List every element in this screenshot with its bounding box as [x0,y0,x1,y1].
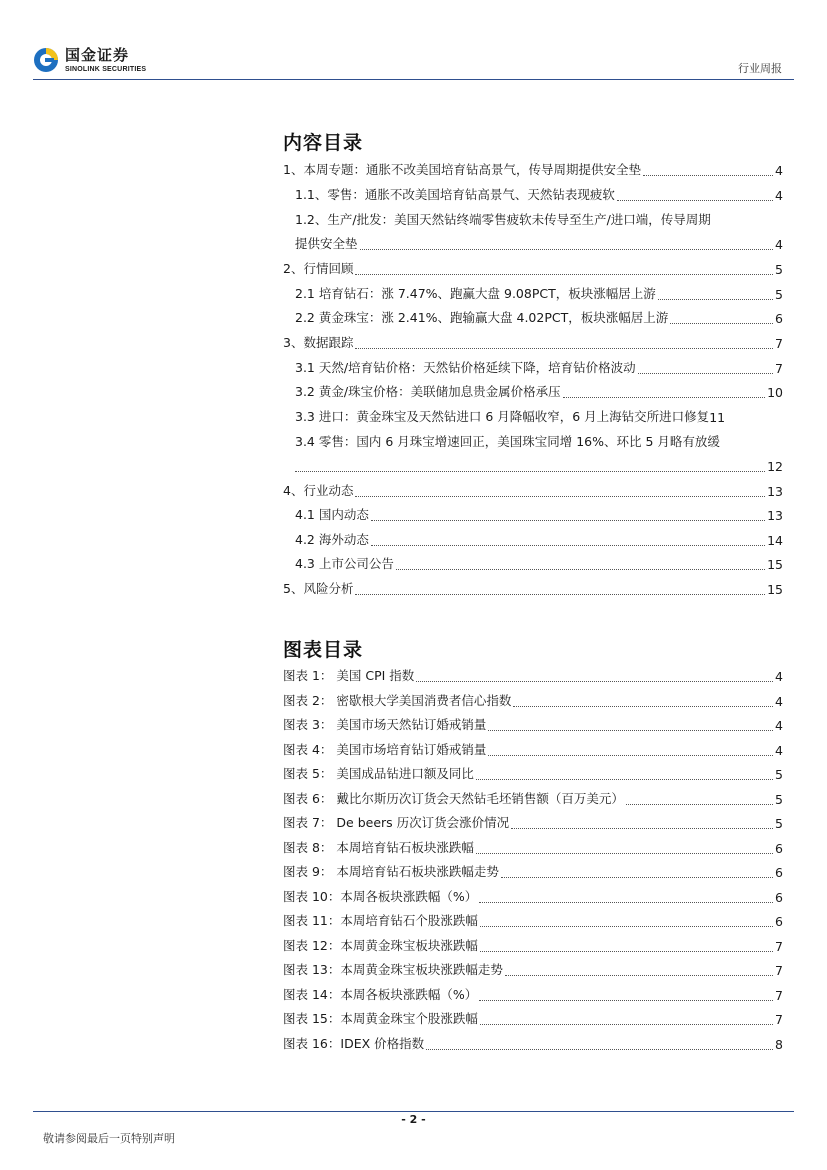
toc-entry[interactable]: 1.1、零售：通胀不改美国培育钻高景气、天然钻表现疲软 4 [295,187,783,203]
toc-title: 内容目录 [283,132,364,154]
figures-title: 图表目录 [283,639,364,661]
figure-entry[interactable]: 图表 7： De beers 历次订货会涨价情况 5 [283,815,783,831]
toc-entry[interactable]: 1、本周专题：通胀不改美国培育钻高景气，传导周期提供安全垫 4 [283,162,783,178]
document-type: 行业周报 [738,62,782,75]
toc-entry[interactable]: 2.2 黄金珠宝：涨 2.41%、跑输赢大盘 4.02PCT，板块涨幅居上游 6 [295,310,783,326]
footer-divider [33,1111,794,1112]
page-header [0,0,827,82]
logo-mark-icon [33,47,59,73]
toc-entry[interactable]: 2.1 培育钻石：涨 7.47%、跑赢大盘 9.08PCT，板块涨幅居上游 5 [295,286,783,302]
figure-entry[interactable]: 图表 2： 密歇根大学美国消费者信心指数 4 [283,692,783,709]
figure-entry[interactable]: 图表 12：本周黄金珠宝板块涨跌幅 7 [283,937,783,954]
company-logo [33,47,146,73]
figure-entry[interactable]: 图表 4： 美国市场培育钻订婚戒销量 4 [283,741,783,758]
disclaimer-note: 敬请参阅最后一页特别声明 [43,1132,175,1145]
logo-name-cn: 国金证券 [65,45,130,64]
figure-entry[interactable]: 图表 6： 戴比尔斯历次订货会天然钻毛坯销售额（百万美元） 5 [283,790,783,807]
toc-entry[interactable]: 3.2 黄金/珠宝价格：美联储加息贵金属价格承压 10 [295,384,783,400]
figure-entry[interactable]: 图表 10：本周各板块涨跌幅（%） 6 [283,888,783,905]
page-number: - 2 - [401,1113,426,1126]
figure-entry[interactable]: 图表 13：本周黄金珠宝板块涨跌幅走势 7 [283,962,783,978]
figure-entry[interactable]: 图表 5： 美国成品钻进口额及同比 5 [283,766,783,782]
figure-entry[interactable]: 图表 3： 美国市场天然钻订婚戒销量 4 [283,717,783,733]
figure-entry[interactable]: 图表 14：本周各板块涨跌幅（%） 7 [283,986,783,1003]
toc-entry[interactable]: 4.2 海外动态 14 [295,532,783,548]
toc-entry-continued[interactable]: 12 [295,456,783,474]
figure-entry[interactable]: 图表 15：本周黄金珠宝个股涨跌幅 7 [283,1011,783,1027]
figure-entry[interactable]: 图表 16：IDEX 价格指数 8 [283,1035,783,1052]
toc-entry[interactable]: 5、风险分析 15 [283,581,783,597]
toc-entry[interactable]: 3.3 进口：黄金珠宝及天然钻进口 6 月降幅收窄，6 月上海钻交所进口修复 11 [295,409,726,425]
figure-entry[interactable]: 图表 11：本周培育钻石个股涨跌幅 6 [283,913,783,929]
toc-entry[interactable]: 3.1 天然/培育钻价格：天然钻价格延续下降，培育钻价格波动 7 [295,360,783,376]
toc-entry[interactable]: 2、行情回顾 5 [283,261,783,277]
figure-entry[interactable]: 图表 1： 美国 CPI 指数 4 [283,668,783,684]
toc-entry[interactable]: 3.4 零售：国内 6 月珠宝增速回正，美国珠宝同增 16%、环比 5 月略有放缓 [295,434,720,449]
logo-name-en: SINOLINK SECURITIES [65,65,147,73]
header-divider [33,79,794,80]
toc-entry[interactable]: 4.3 上市公司公告 15 [295,556,783,572]
toc-entry[interactable]: 4.1 国内动态 13 [295,507,783,523]
toc-entry[interactable]: 4、行业动态 13 [283,483,783,499]
toc-entry[interactable]: 3、数据跟踪 7 [283,335,783,351]
figure-entry[interactable]: 图表 9： 本周培育钻石板块涨跌幅走势 6 [283,864,783,880]
figure-entry[interactable]: 图表 8： 本周培育钻石板块涨跌幅 6 [283,839,783,856]
toc-entry[interactable]: 1.2、生产/批发：美国天然钻终端零售疲软未传导至生产/进口端，传导周期 [295,212,711,227]
toc-entry-continued[interactable]: 提供安全垫 4 [295,236,783,252]
